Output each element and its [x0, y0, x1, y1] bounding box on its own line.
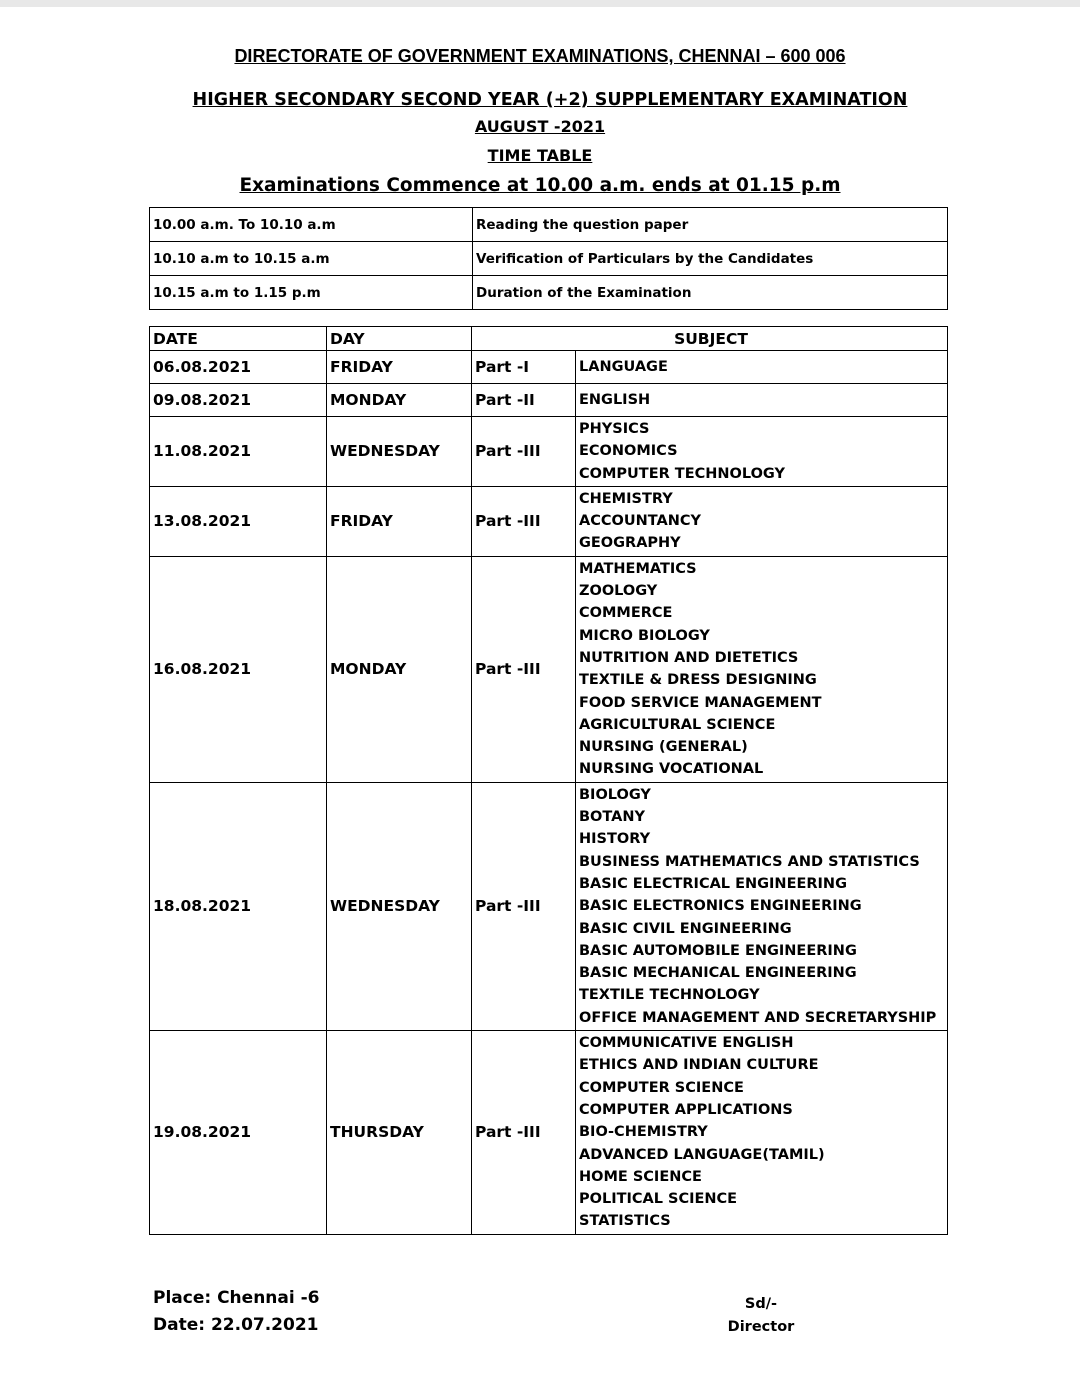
subject-item: COMPUTER TECHNOLOGY: [579, 465, 785, 482]
subject-item: BIOLOGY: [579, 786, 651, 803]
subject-item: NURSING (GENERAL): [579, 739, 748, 756]
session-time: 10.00 a.m. To 10.10 a.m: [150, 208, 473, 242]
exam-day: FRIDAY: [327, 486, 472, 556]
subject-item: COMMUNICATIVE ENGLISH: [579, 1035, 794, 1052]
subject-item: ACCOUNTANCY: [579, 513, 702, 530]
subject-item: GEOGRAPHY: [579, 535, 681, 552]
subject-item: BASIC AUTOMOBILE ENGINEERING: [579, 942, 857, 959]
exam-row: [150, 351, 948, 384]
exam-timing-note: Examinations Commence at 10.00 a.m. ends at 01.15 p.m: [239, 175, 841, 196]
subject-item: LANGUAGE: [579, 358, 668, 375]
exam-day: WEDNESDAY: [327, 417, 472, 487]
subject-item: ECONOMICS: [579, 443, 678, 460]
subject-item: MATHEMATICS: [579, 560, 697, 577]
exam-row: [150, 384, 948, 417]
subject-item: BIO-CHEMISTRY: [579, 1124, 708, 1141]
exam-subjects: [576, 556, 948, 782]
subject-item: NUTRITION AND DIETETICS: [579, 649, 799, 666]
subject-item: MICRO BIOLOGY: [579, 627, 710, 644]
exam-title: HIGHER SECONDARY SECOND YEAR (+2) SUPPLEMENTARY EXAMINATION: [192, 90, 908, 110]
subject-item: STATISTICS: [579, 1213, 671, 1230]
exam-date: 19.08.2021: [150, 1031, 327, 1235]
exam-part: Part -III: [472, 1031, 576, 1235]
footer-place: Place: Chennai -6: [153, 1288, 320, 1308]
exam-date: 11.08.2021: [150, 417, 327, 487]
exam-part: Part -III: [472, 556, 576, 782]
session-schedule-table: [149, 207, 948, 310]
exam-day: FRIDAY: [327, 351, 472, 384]
signatory-designation: Director: [727, 1319, 795, 1335]
subject-item: CHEMISTRY: [579, 490, 673, 507]
subject-item: COMPUTER APPLICATIONS: [579, 1101, 793, 1118]
exam-day: THURSDAY: [327, 1031, 472, 1235]
subject-item: ADVANCED LANGUAGE(TAMIL): [579, 1146, 825, 1163]
exam-part: Part -III: [472, 782, 576, 1030]
subject-item: BASIC CIVIL ENGINEERING: [579, 920, 792, 937]
exam-month: AUGUST -2021: [474, 117, 606, 136]
exam-row: [150, 417, 948, 487]
subject-item: BASIC ELECTRONICS ENGINEERING: [579, 898, 862, 915]
exam-subjects: [576, 486, 948, 556]
session-time: 10.15 a.m to 1.15 p.m: [150, 276, 473, 310]
subject-item: ENGLISH: [579, 391, 651, 408]
exam-date: 18.08.2021: [150, 782, 327, 1030]
subject-item: COMMERCE: [579, 605, 673, 622]
header-day: DAY: [327, 327, 472, 351]
session-row: [150, 208, 948, 242]
table-header-row: [150, 327, 948, 351]
subject-item: HISTORY: [579, 831, 651, 848]
exam-part: Part -III: [472, 417, 576, 487]
subject-item: HOME SCIENCE: [579, 1168, 702, 1185]
exam-subjects: [576, 1031, 948, 1235]
exam-subjects: [576, 782, 948, 1030]
directorate-heading: DIRECTORATE OF GOVERNMENT EXAMINATIONS, CHENNAI – 600 006: [234, 46, 846, 66]
session-row: [150, 276, 948, 310]
exam-row: [150, 1031, 948, 1235]
subject-item: BUSINESS MATHEMATICS AND STATISTICS: [579, 853, 920, 870]
exam-date: 06.08.2021: [150, 351, 327, 384]
exam-part: Part -II: [472, 384, 576, 417]
exam-day: MONDAY: [327, 384, 472, 417]
session-activity: Duration of the Examination: [473, 276, 948, 310]
subject-item: ETHICS AND INDIAN CULTURE: [579, 1057, 819, 1074]
subject-item: FOOD SERVICE MANAGEMENT: [579, 694, 822, 711]
session-activity: Verification of Particulars by the Candidates: [473, 242, 948, 276]
exam-date: 16.08.2021: [150, 556, 327, 782]
subject-item: BOTANY: [579, 809, 646, 826]
exam-subjects: [576, 384, 948, 417]
top-bar: [0, 0, 1080, 7]
exam-day: MONDAY: [327, 556, 472, 782]
exam-row: [150, 782, 948, 1030]
header-subject: SUBJECT: [472, 327, 948, 351]
exam-row: [150, 556, 948, 782]
exam-day: WEDNESDAY: [327, 782, 472, 1030]
header-date: DATE: [150, 327, 327, 351]
subject-item: POLITICAL SCIENCE: [579, 1191, 738, 1208]
subject-item: COMPUTER SCIENCE: [579, 1079, 744, 1096]
signature-mark: Sd/-: [744, 1296, 778, 1312]
footer-date: Date: 22.07.2021: [153, 1315, 319, 1335]
subject-item: OFFICE MANAGEMENT AND SECRETARYSHIP: [579, 1009, 937, 1026]
exam-date: 09.08.2021: [150, 384, 327, 417]
subject-item: TEXTILE TECHNOLOGY: [579, 987, 760, 1004]
exam-subjects: [576, 351, 948, 384]
session-row: [150, 242, 948, 276]
subject-item: NURSING VOCATIONAL: [579, 761, 764, 778]
exam-date: 13.08.2021: [150, 486, 327, 556]
exam-timetable: [149, 326, 948, 1235]
subject-item: TEXTILE & DRESS DESIGNING: [579, 672, 817, 689]
session-time: 10.10 a.m to 10.15 a.m: [150, 242, 473, 276]
exam-part: Part -I: [472, 351, 576, 384]
subject-item: BASIC MECHANICAL ENGINEERING: [579, 965, 857, 982]
subject-item: PHYSICS: [579, 421, 650, 437]
exam-subjects: [576, 417, 948, 487]
exam-part: Part -III: [472, 486, 576, 556]
exam-row: [150, 486, 948, 556]
session-activity: Reading the question paper: [473, 208, 948, 242]
timetable-heading: TIME TABLE: [487, 146, 593, 165]
subject-item: BASIC ELECTRICAL ENGINEERING: [579, 875, 847, 892]
subject-item: AGRICULTURAL SCIENCE: [579, 716, 776, 733]
subject-item: ZOOLOGY: [579, 583, 658, 600]
